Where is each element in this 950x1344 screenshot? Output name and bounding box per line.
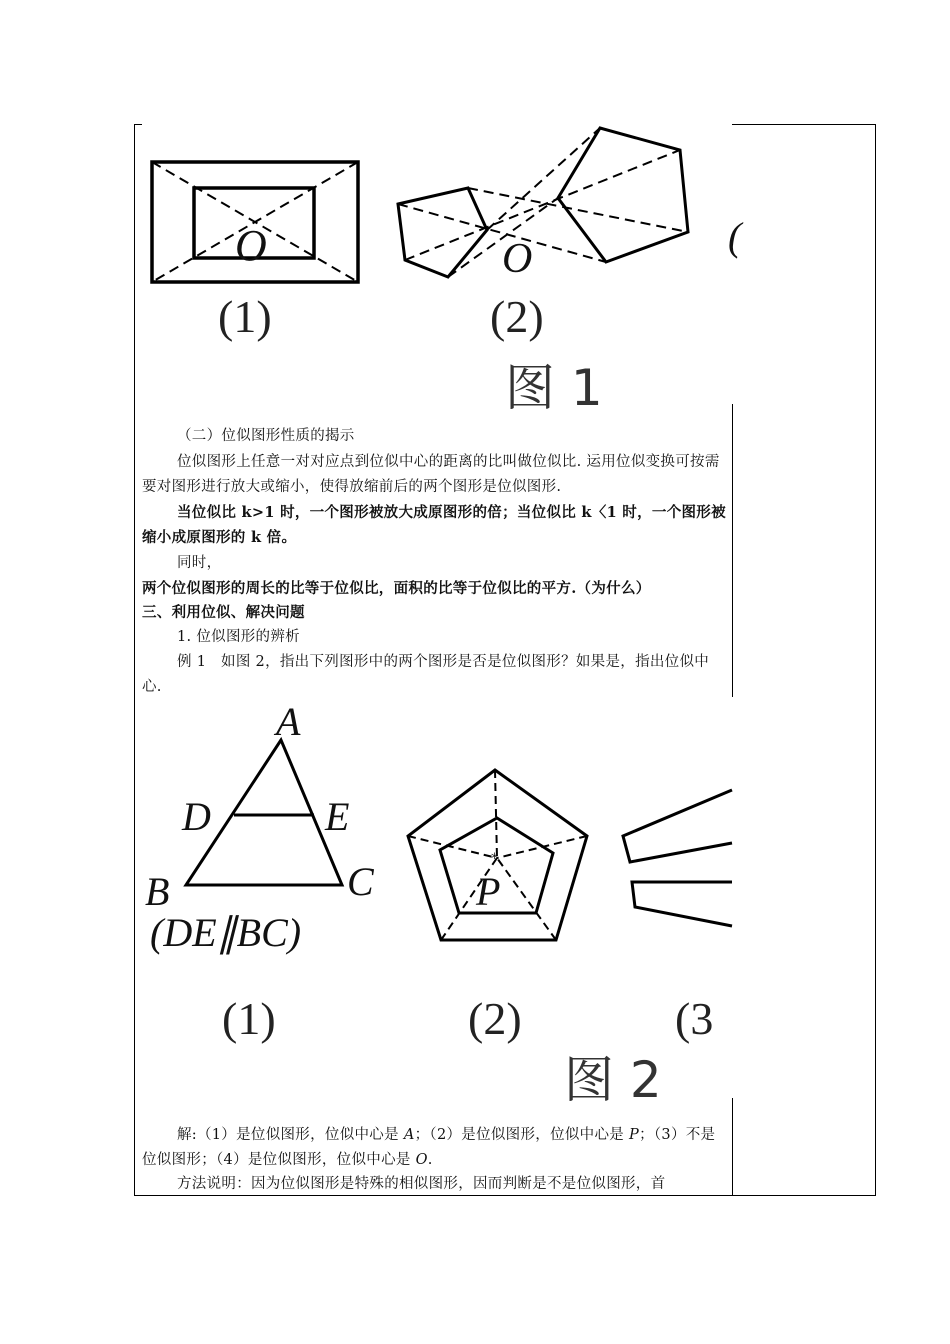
section-c-example: 例 1 如图 2，指出下列图形中的两个图形是否是位似图形？如果是，指出位似中心. [142, 654, 710, 695]
solution-center-p: P [629, 1127, 640, 1143]
figure-2-caption-1: (1) [222, 993, 276, 1044]
figure-2-label-e: E [325, 794, 350, 839]
section-c-heading: 三、利用位似、解决问题 [142, 604, 305, 621]
solution-part-2: ；（2）是位似图形，位似中心是 [414, 1127, 629, 1143]
section-c-sub-1: 1. 位似图形的辨析 [177, 629, 300, 645]
solution-center-o: O [415, 1152, 428, 1168]
frame-top-right [732, 124, 876, 125]
figure-2-caption-3: (3 [675, 993, 714, 1044]
solution-part-4: . [427, 1152, 433, 1168]
section-b-paragraph-2: 当位似比 k>1 时，一个图形被放大成原图形的倍；当位似比 k〈1 时，一个图形被缩小成原图形的 k 倍。 [142, 504, 726, 546]
solution-text [142, 1123, 727, 1173]
figure-1-caption-1: (1) [218, 291, 272, 342]
figure-2-star-mark: * [491, 851, 498, 867]
figure-1-caption-2: (2) [490, 291, 544, 342]
figure-2-title: 图 2 [564, 1051, 662, 1109]
column-divider-2 [732, 1098, 733, 1195]
figure-1-title: 图 1 [505, 359, 603, 417]
figure-2-condition: (DE∥BC) [150, 910, 302, 955]
figure-2-label-p: P [476, 869, 501, 914]
figure-2-label-d: D [182, 794, 211, 839]
section-b-p3-prefix: 同时， [177, 555, 222, 571]
section-b-heading: （二）位似图形性质的揭示 [177, 428, 355, 444]
frame-right-border [875, 124, 876, 1196]
figure-2-label-a: A [276, 699, 301, 744]
section-b-p3-bold: 两个位似图形的周长的比等于位似比，面积的比等于位似比的平方.（为什么） [142, 580, 651, 597]
solution-center-a: A [403, 1127, 415, 1143]
solution-part-3: ；（3）不是位似图形；（4）是位似图形，位似中心是 [142, 1127, 716, 1168]
figure-1-pentagons [398, 128, 688, 277]
frame-left-border [134, 124, 135, 1196]
figure-1-label-o2: O [502, 236, 533, 282]
section-b-paragraph-1: 位似图形上任意一对对应点到位似中心的距离的比叫做位似比. 运用位似变换可按需要对图形进行放大或缩小，使得放缩前后的两个图形是位似图形. [142, 454, 720, 495]
figure-2 [140, 700, 735, 960]
figure-1-partial-label: ( [728, 214, 742, 259]
section-b-paragraph-3 [142, 551, 727, 602]
figure-2-label-c: C [347, 859, 374, 904]
column-divider-1 [732, 404, 733, 697]
solution-part-1: 解:（1）是位似图形，位似中心是 [177, 1127, 404, 1143]
figure-2-caption-2: (2) [468, 993, 522, 1044]
method-note: 方法说明：因为位似图形是特殊的相似图形，因而判断是不是位似图形，首 [177, 1176, 666, 1192]
figure-1 [140, 120, 742, 405]
figure-2-partial-shapes [623, 790, 732, 926]
figure-1-label-o1: O [235, 221, 267, 270]
figure-2-label-b: B [145, 869, 170, 914]
